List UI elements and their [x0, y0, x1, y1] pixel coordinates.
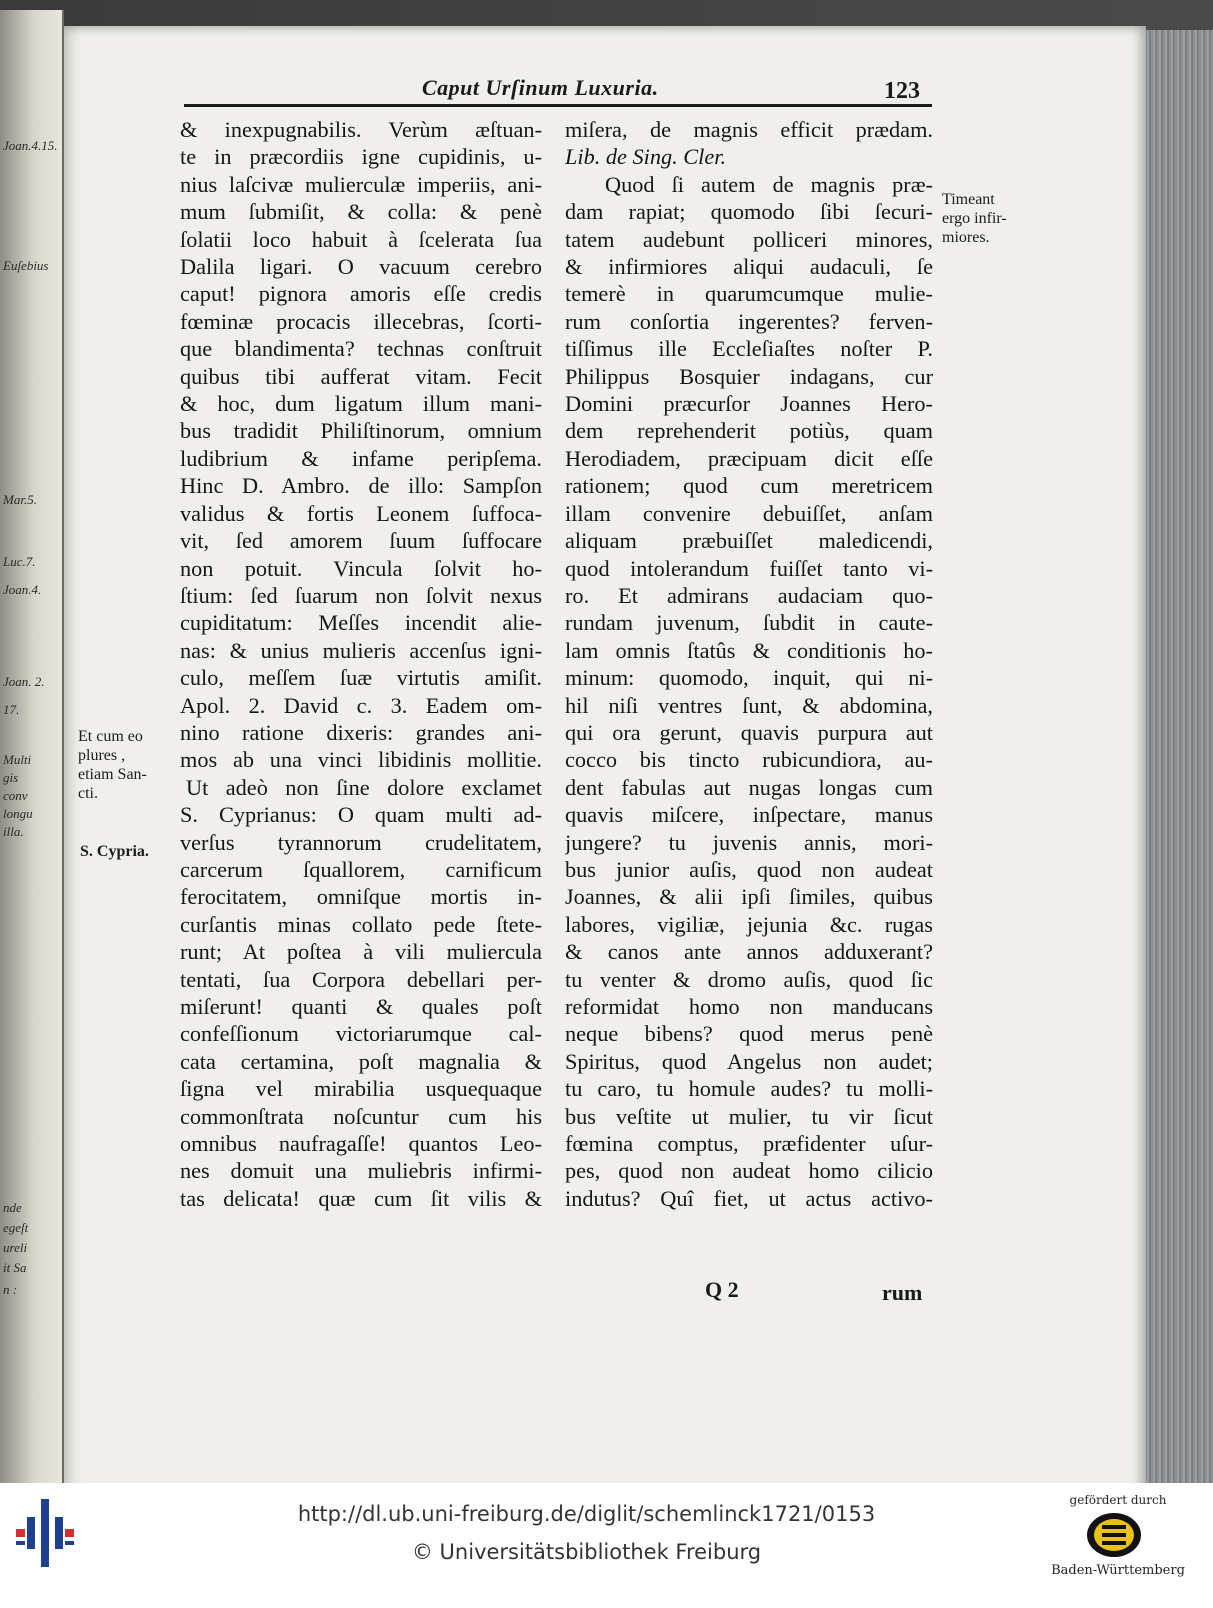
- text-line: Joannes, & alii ipſi ſimiles, quibus: [565, 884, 933, 910]
- prev-margin-note: Euſebius: [3, 258, 49, 273]
- text-line: tas delicata! quæ cum ſit vilis &: [180, 1185, 542, 1211]
- margin-note-line: Et cum eo: [78, 728, 143, 745]
- prev-margin-note: gis: [3, 770, 19, 785]
- margin-note-line: plures ,: [78, 747, 126, 764]
- text-line: bus junior auſis, quod non audeat: [565, 856, 933, 882]
- margin-note-timeant: [942, 190, 1007, 247]
- text-line: te in præcordiis igne cupidinis, u-: [180, 144, 542, 170]
- text-line: cocco bis tincto rubicundiora, au-: [565, 747, 933, 773]
- text-line: dent fabulas aut nugas longas cum: [565, 774, 933, 800]
- text-line: lam omnis ſtatûs & conditionis ho-: [565, 637, 933, 663]
- text-line: labores, vigiliæ, jejunia &c. rugas: [565, 911, 933, 937]
- text-line: carcerum ſquallorem, carnificum: [180, 856, 542, 882]
- text-line: reformidat homo non manducans: [565, 994, 933, 1019]
- text-line: & canos ante annos adduxerant?: [565, 939, 933, 965]
- prev-margin-note: nde: [3, 1200, 22, 1215]
- text-line: Hinc D. Ambro. de illo: Sampſon: [180, 473, 542, 499]
- text-line: ſolatii loco habuit à ſcelerata ſua: [180, 226, 542, 252]
- text-line: dam rapiat; quomodo ſibi ſecuri-: [565, 199, 933, 225]
- text-line: rum conſortia ingerentes? ferven-: [565, 308, 933, 334]
- text-line: quavis miſcere, inſpectare, manus: [565, 802, 933, 828]
- margin-note-line: S. Cypria.: [80, 843, 149, 860]
- sponsor-caption: gefördert durch: [1069, 1493, 1167, 1507]
- text-line: vit, ſed amorem ſuum ſuffocare: [180, 528, 542, 554]
- left-text-column: [180, 116, 542, 1212]
- coat-of-arms-icon: [1086, 1511, 1142, 1559]
- text-line: ro. Et admirans audaciam quo-: [565, 582, 933, 608]
- text-line: mos ab una vinci libidinis mollitie.: [180, 747, 542, 773]
- permalink-url[interactable]: http://dl.ub.uni-freiburg.de/diglit/schemlinck1721/0153: [297, 1502, 876, 1526]
- margin-note-et-cum-eo: [78, 727, 147, 803]
- text-line: nes domuit una muliebris infirmi-: [180, 1158, 542, 1184]
- running-head: Caput Urſinum Luxuria.: [422, 75, 659, 100]
- margin-note-cypria: [80, 842, 149, 861]
- text-line: tentati, ſua Corpora debellari per-: [180, 966, 542, 992]
- sponsor-name: Baden-Württemberg: [1051, 1563, 1185, 1578]
- copyright-notice: © Universitätsbibliothek Freiburg: [411, 1540, 762, 1564]
- prev-margin-note: it Sa: [3, 1260, 27, 1275]
- page-number: 123: [884, 78, 920, 104]
- text-line: minum: quomodo, inquit, qui ni-: [565, 665, 933, 691]
- prev-margin-note: longu: [3, 806, 33, 821]
- text-line: S. Cyprianus: O quam multi ad-: [180, 802, 542, 828]
- text-line: tu venter & dromo auſis, quod ſic: [565, 966, 933, 992]
- text-line: ſigna vel mirabilia usquequaque: [180, 1076, 542, 1102]
- margin-note-line: etiam San-: [78, 766, 147, 783]
- text-line: caput! pignora amoris eſſe credis: [180, 281, 542, 307]
- text-line: illam convenire debuiſſet, anſam: [565, 500, 933, 526]
- prev-margin-note: egeſt: [3, 1220, 29, 1235]
- right-text-column: [565, 116, 933, 1212]
- text-line: curſantis minas collato pede ſtete-: [180, 911, 542, 937]
- text-line: Dalila ligari. O vacuum cerebro: [180, 254, 542, 280]
- text-line: tatem audebunt polliceri minores,: [565, 226, 933, 252]
- text-line: mum ſubmiſit, & colla: & penè: [180, 199, 542, 225]
- text-line: temerè in quarumcumque mulie-: [565, 281, 933, 307]
- prev-margin-note: conv: [3, 788, 28, 803]
- text-line: cupiditatum: Meſſes incendit alie-: [180, 610, 542, 636]
- text-line: tiſſimus ille Eccleſiaſtes noſter P.: [565, 336, 933, 362]
- prev-margin-note: Joan.4.: [3, 582, 42, 597]
- text-line: indutus? Quî fiet, ut actus activo-: [565, 1185, 933, 1211]
- text-line: fœmina comptus, præfidenter uſur-: [565, 1131, 933, 1157]
- text-line: fœminæ procacis illecebras, ſcorti-: [180, 308, 542, 334]
- text-line: Ut adeò non ſine dolore exclamet: [186, 774, 542, 800]
- text-line: hil niſi ventres ſunt, & abdomina,: [565, 692, 933, 718]
- header-rule: [184, 104, 932, 107]
- text-line: ſtium: ſed ſuarum non ſolvit nexus: [180, 582, 542, 608]
- margin-note-line: Timeant: [942, 191, 995, 208]
- prev-margin-note: Multi: [3, 752, 32, 767]
- text-line: runt; At poſtea à vili muliercula: [180, 939, 542, 965]
- text-line: cata certamina, poſt magnalia &: [180, 1048, 542, 1074]
- text-line: Lib. de Sing. Cler.: [565, 144, 727, 170]
- text-line: Spiritus, quod Angelus non audet;: [565, 1048, 933, 1074]
- text-line: & inexpugnabilis. Verùm æſtuan-: [180, 117, 542, 142]
- text-line: que blandimenta? technas conſtruit: [180, 336, 542, 362]
- text-line: & hoc, dum ligatum illum mani-: [180, 391, 542, 417]
- text-line: ferocitatem, omniſque mortis in-: [180, 884, 542, 910]
- text-line: aliquam præbuiſſet maledicendi,: [565, 528, 933, 554]
- text-line: bus tradidit Philiſtinorum, omnium: [180, 418, 542, 444]
- text-line: nas: & unius mulieris accenſus igni-: [180, 637, 542, 663]
- margin-note-line: ergo infir-: [942, 210, 1007, 227]
- text-line: omnibus naufragaſſe! quantos Leo-: [180, 1131, 542, 1157]
- prev-margin-note: n :: [3, 1282, 18, 1297]
- prev-margin-note: Mar.5.: [3, 492, 37, 507]
- margin-note-line: cti.: [78, 785, 98, 802]
- text-line: rationem; quod cum meretricem: [565, 473, 933, 499]
- prev-margin-note: 17.: [3, 702, 20, 717]
- text-line: jungere? tu juvenis annis, mori-: [565, 829, 933, 855]
- text-line: pes, quod non audeat homo cilicio: [565, 1158, 933, 1184]
- margin-note-line: miores.: [942, 229, 990, 246]
- text-line: tu caro, tu homule audes? tu molli-: [565, 1076, 933, 1102]
- text-line: miſerunt! quanti & quales poſt: [180, 994, 542, 1019]
- text-line: dem reprehenderit potiùs, quam: [565, 418, 933, 444]
- prev-margin-note: Luc.7.: [3, 554, 36, 569]
- text-line: quibus tibi aufferat vitam. Fecit: [180, 363, 542, 389]
- viewer-footer: [0, 1483, 1213, 1608]
- text-line: quod intolerandum fuiſſet tanto vi-: [565, 555, 933, 581]
- text-line: non potuit. Vincula ſolvit ho-: [180, 555, 542, 581]
- prev-margin-note: illa.: [3, 824, 24, 839]
- text-line: miſera, de magnis efficit prædam.: [565, 117, 933, 142]
- text-line: Philippus Bosquier indagans, cur: [565, 363, 933, 389]
- prev-margin-note: Joan.4.15.: [3, 138, 58, 153]
- text-line: rundam juvenum, ſubdit in caute-: [565, 610, 933, 636]
- text-line: commonſtrata noſcuntur cum his: [180, 1103, 542, 1129]
- text-line: nino ratione dixeris: grandes ani-: [180, 719, 542, 745]
- text-line: confeſſionum victoriarumque cal-: [180, 1021, 542, 1047]
- text-line: nius laſcivæ mulierculæ imperiis, ani-: [180, 171, 542, 197]
- text-line: bus veſtite ut mulier, tu vir ſicut: [565, 1103, 933, 1129]
- text-line: Quod ſi autem de magnis præ-: [605, 171, 933, 197]
- text-line: validus & fortis Leonem ſuffoca-: [180, 500, 542, 526]
- text-line: verſus tyrannorum crudelitatem,: [180, 829, 542, 855]
- previous-page-edge: [0, 10, 64, 1510]
- text-line: qui ora gerunt, quavis purpura aut: [565, 719, 933, 745]
- text-line: culo, meſſem ſuæ virtutis amiſit.: [180, 665, 542, 691]
- catchword: rum: [882, 1280, 923, 1305]
- text-line: ludibrium & infame peripſema.: [180, 445, 542, 471]
- text-line: Apol. 2. David c. 3. Eadem om-: [180, 692, 542, 718]
- signature-mark: Q 2: [705, 1277, 739, 1302]
- prev-margin-note: ureli: [3, 1240, 28, 1255]
- prev-margin-note: Joan. 2.: [3, 674, 45, 689]
- text-line: Domini præcurſor Joannes Hero-: [565, 391, 933, 417]
- text-line: neque bibens? quod merus penè: [565, 1021, 933, 1047]
- text-line: & infirmiores aliqui audaculi, ſe: [565, 254, 933, 280]
- page-edges: [1146, 30, 1213, 1510]
- text-line: Herodiadem, præcipuam dicit eſſe: [565, 445, 933, 471]
